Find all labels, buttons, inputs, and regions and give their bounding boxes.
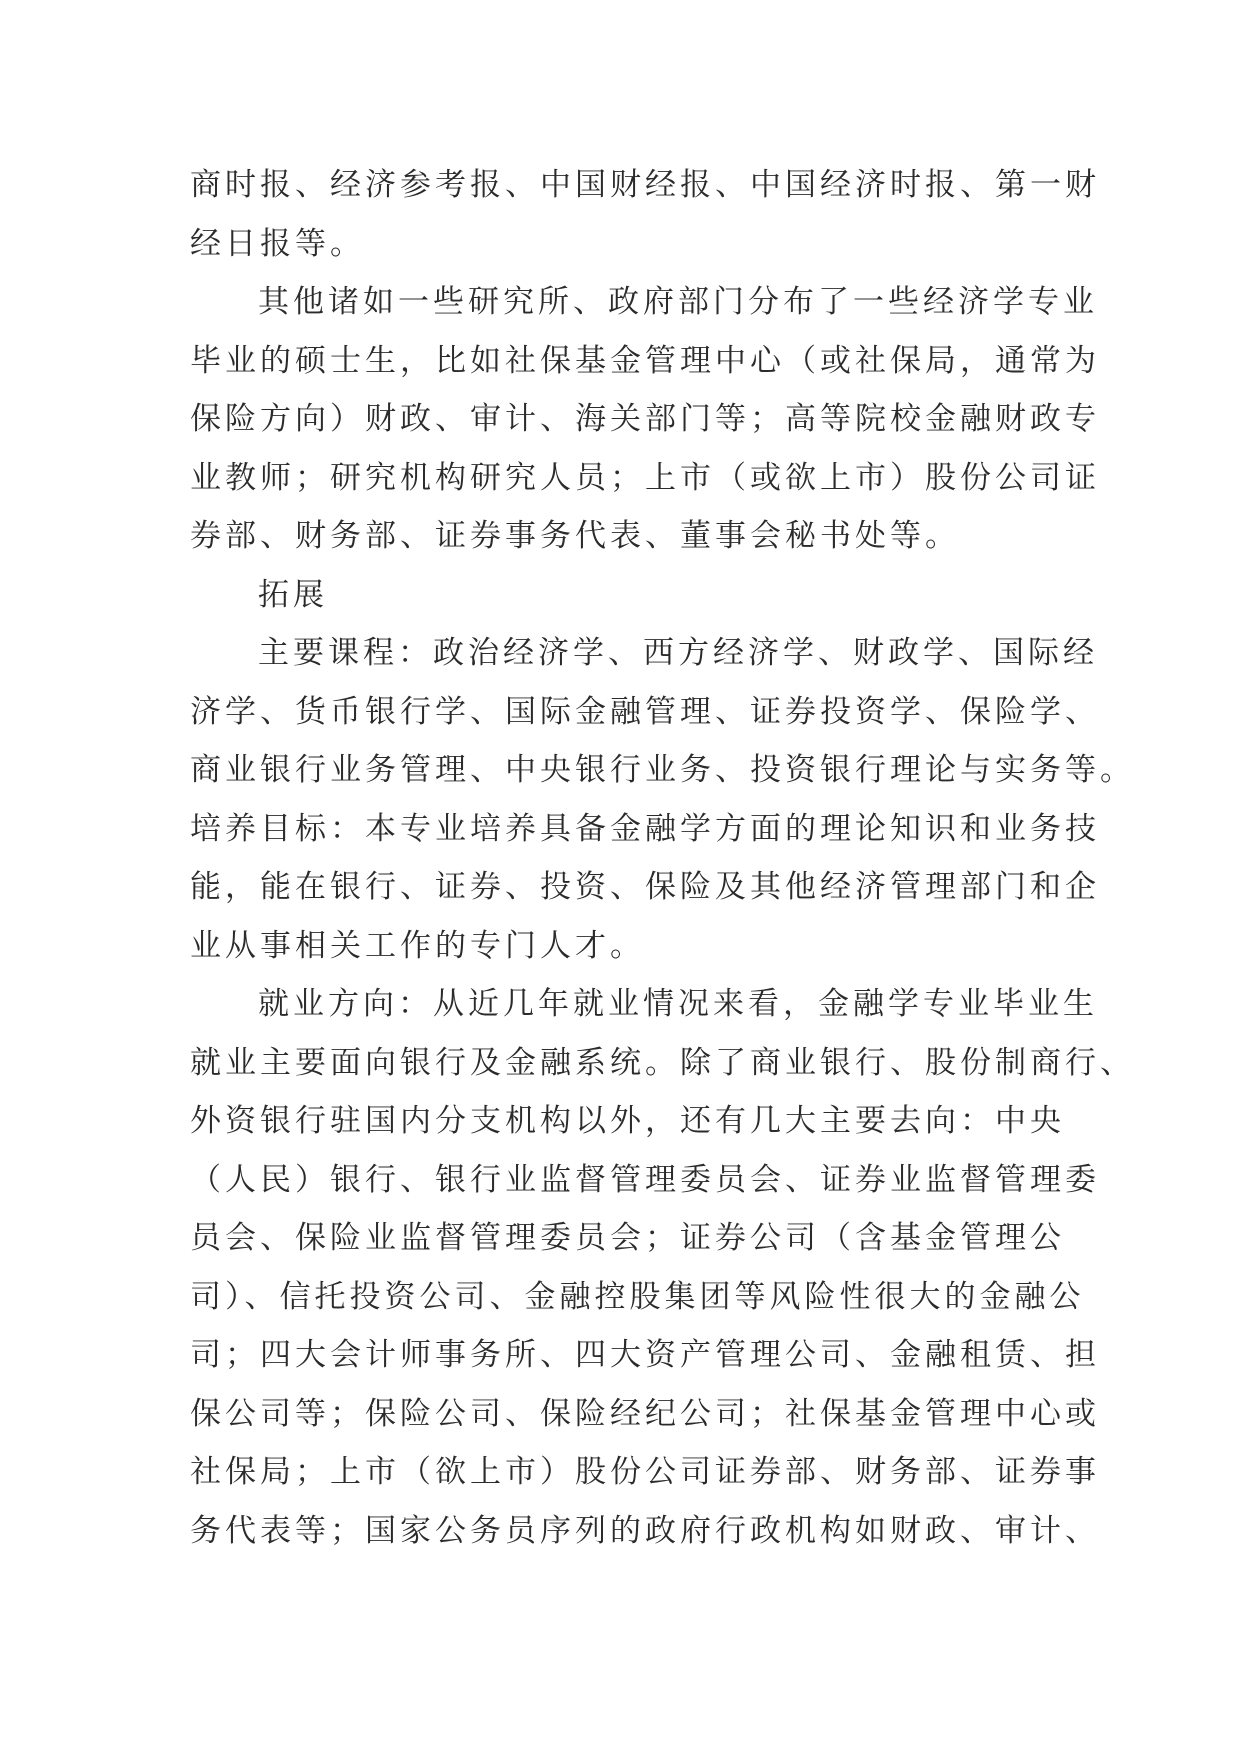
- text-line: 毕业的硕士生，比如社保基金管理中心（或社保局，通常为: [190, 342, 1100, 379]
- text-line: 就业主要面向银行及金融系统。除了商业银行、股份制商行、: [190, 1044, 1135, 1081]
- text-line: 外资银行驻国内分支机构以外，还有几大主要去向：中央: [190, 1103, 1065, 1139]
- text-line: （人民）银行、银行业监督管理委员会、证券业监督管理委: [190, 1161, 1100, 1198]
- text-line: 商业银行业务管理、中央银行业务、投资银行理论与实务等。: [190, 752, 1135, 788]
- text-line: 能，能在银行、证券、投资、保险及其他经济管理部门和企: [190, 869, 1100, 905]
- text-line: 券部、财务部、证券事务代表、董事会秘书处等。: [190, 518, 960, 554]
- body-text: [190, 156, 1135, 1560]
- text-line: 务代表等；国家公务员序列的政府行政机构如财政、审计、: [190, 1512, 1100, 1549]
- text-line: 主要课程：政治经济学、西方经济学、财政学、国际经: [258, 635, 1098, 671]
- text-line: 社保局；上市（欲上市）股份公司证券部、财务部、证券事: [190, 1454, 1100, 1490]
- text-line: 培养目标：本专业培养具备金融学方面的理论知识和业务技: [190, 810, 1100, 847]
- text-line: 商时报、经济参考报、中国财经报、中国经济时报、第一财: [190, 167, 1100, 203]
- text-line: 济学、货币银行学、国际金融管理、证券投资学、保险学、: [190, 693, 1100, 730]
- text-line: 保公司等；保险公司、保险经纪公司；社保基金管理中心或: [190, 1395, 1100, 1432]
- text-line: 业从事相关工作的专门人才。: [190, 927, 645, 964]
- text-line: 经日报等。: [190, 225, 365, 262]
- text-line: 拓展: [258, 576, 328, 613]
- text-line: 其他诸如一些研究所、政府部门分布了一些经济学专业: [258, 284, 1098, 320]
- text-line: 就业方向：从近几年就业情况来看，金融学专业毕业生: [258, 986, 1098, 1022]
- text-line: 司；四大会计师事务所、四大资产管理公司、金融租赁、担: [190, 1337, 1100, 1373]
- text-line: 保险方向）财政、审计、海关部门等；高等院校金融财政专: [190, 401, 1100, 437]
- text-line: 员会、保险业监督管理委员会；证券公司（含基金管理公: [190, 1220, 1065, 1256]
- text-line: 司）、信托投资公司、金融控股集团等风险性很大的金融公: [190, 1278, 1085, 1315]
- text-line: 业教师；研究机构研究人员；上市（或欲上市）股份公司证: [190, 459, 1100, 496]
